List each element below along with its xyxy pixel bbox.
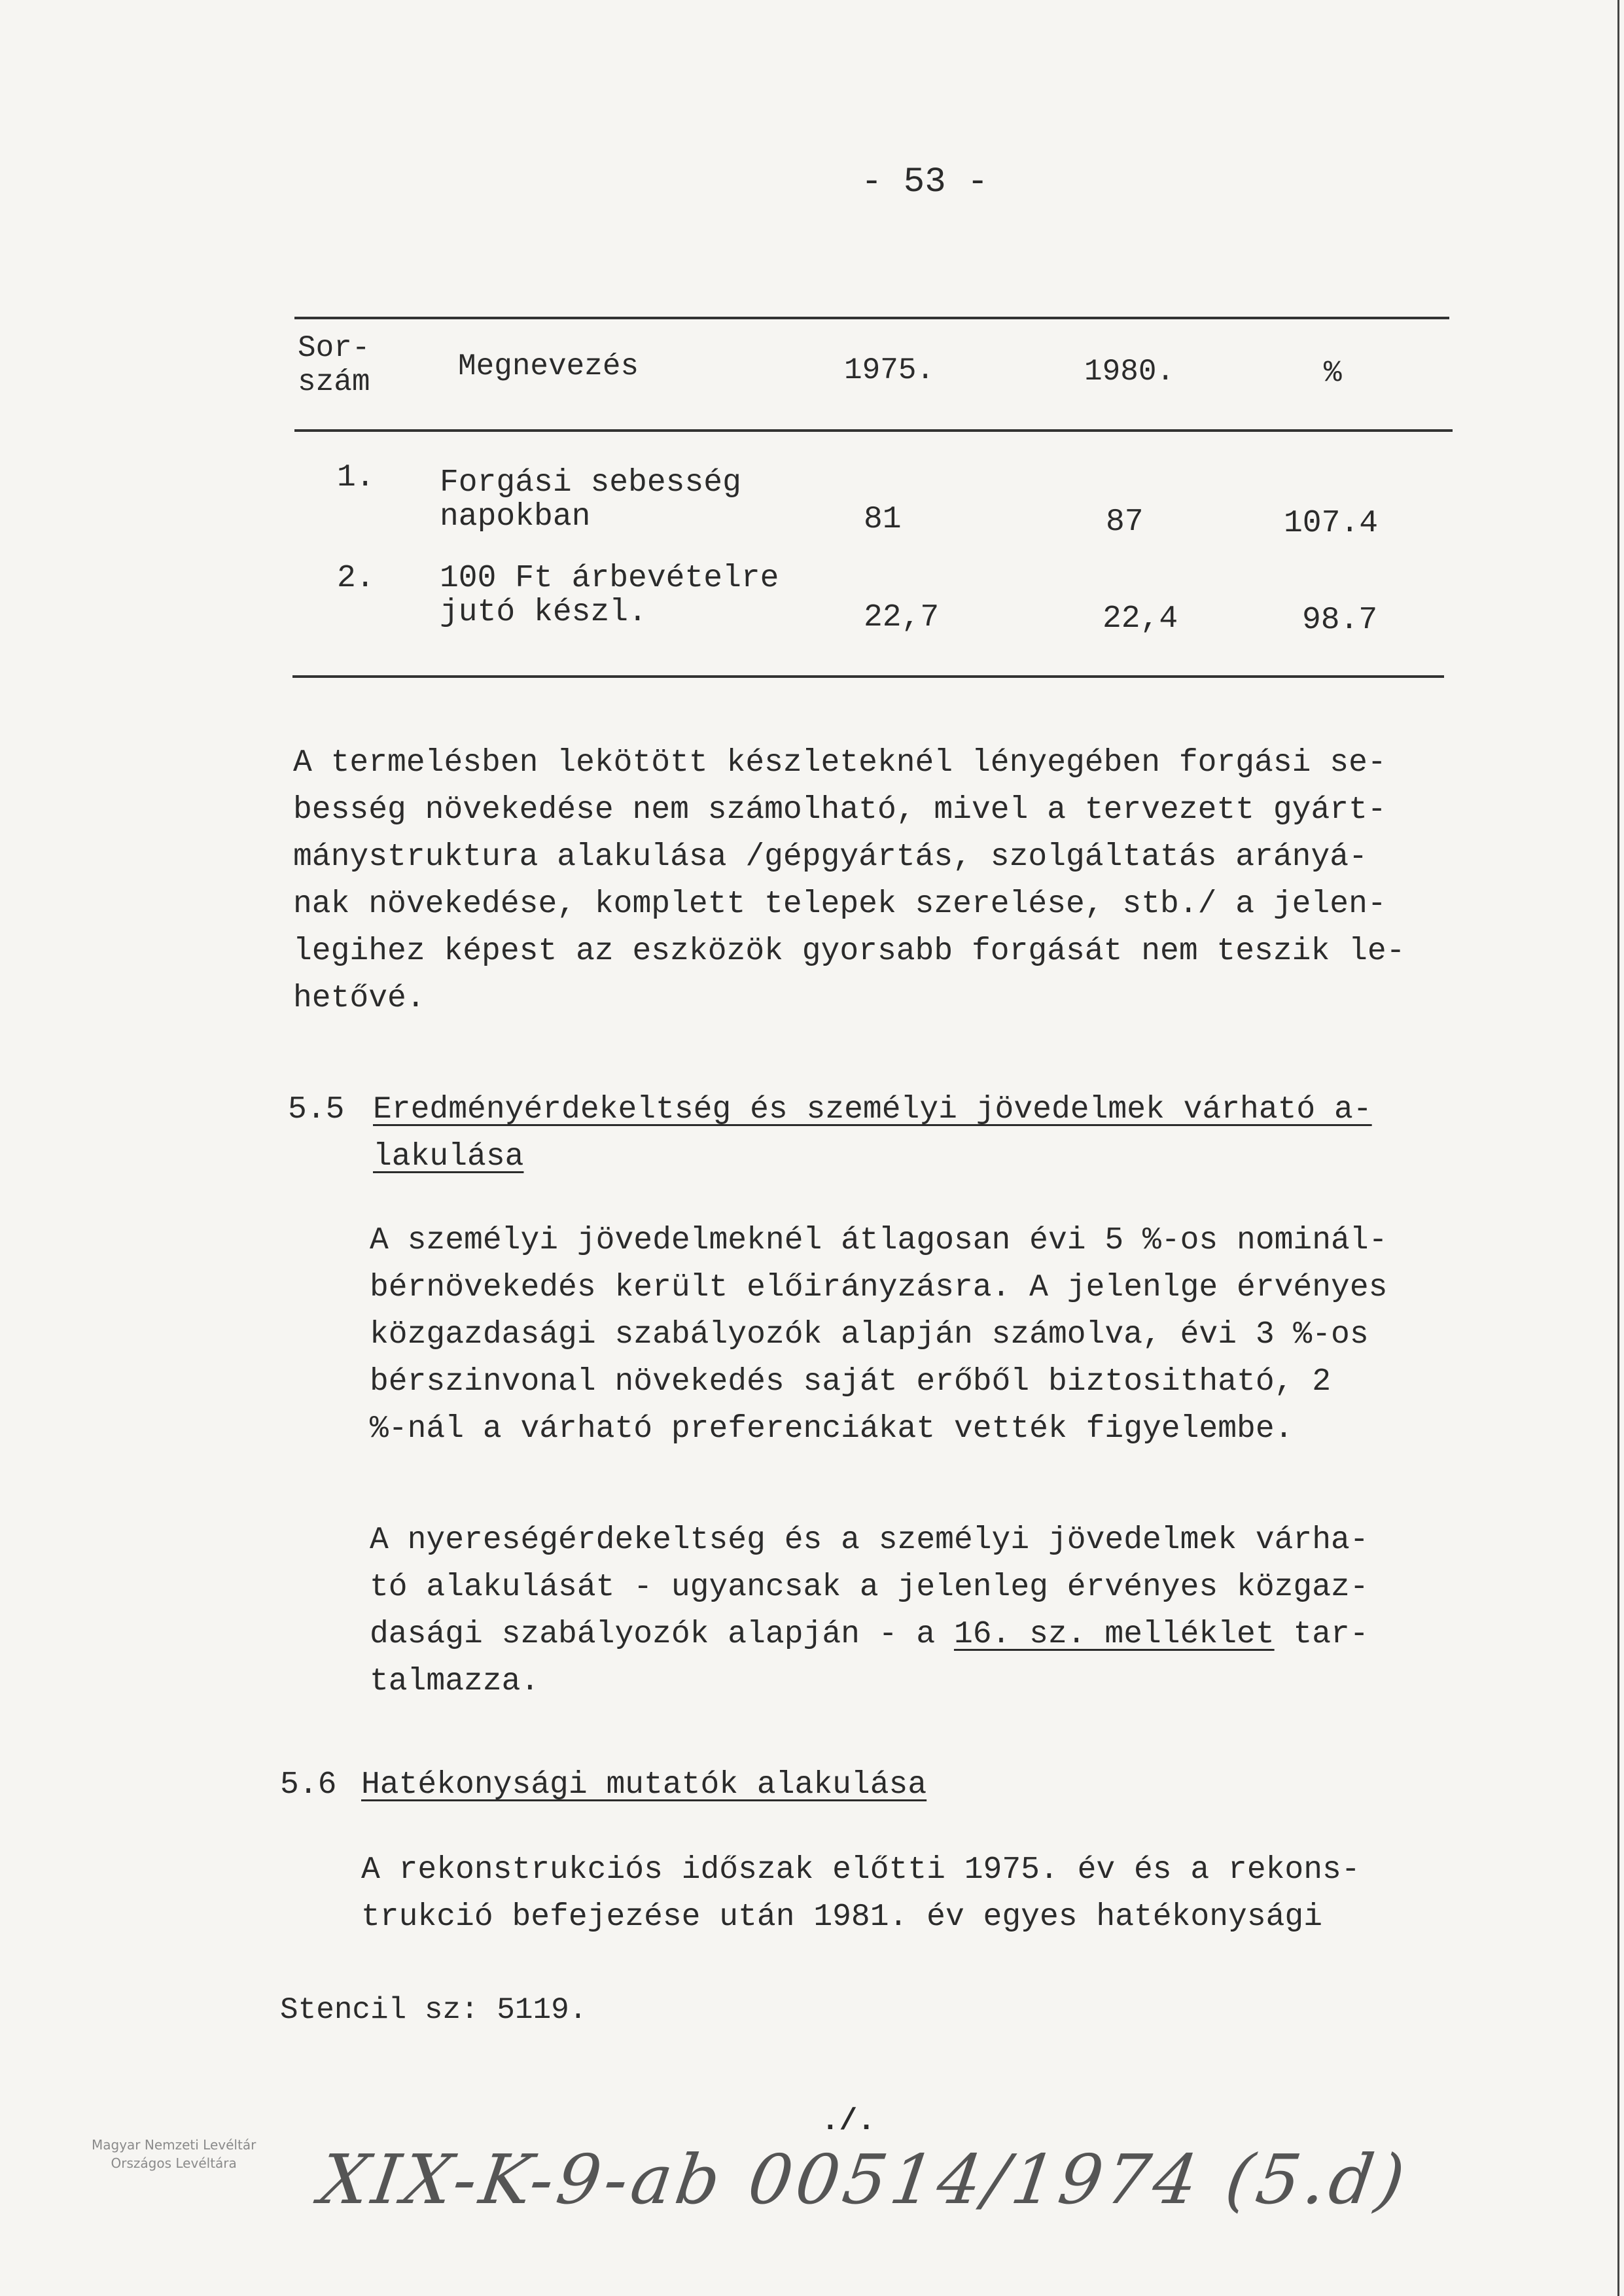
annex-reference: 16. sz. melléklet xyxy=(953,1617,1275,1652)
stencil-number: Stencil sz: 5119. xyxy=(280,1993,588,2027)
body-paragraph: A személyi jövedelmeknél átlagosan évi 5 %-os nominál- bérnövekedés került előirányzásra. A jelenlge érvényes közgazdasági szabályozók alapján számolva, évi 3 %-os bérszinvonal növekedés saját erőből biztositható, 2 %-nál a várható preferenciákat vették figyelembe. xyxy=(370,1223,1388,1447)
row-value-1980: 87 xyxy=(1106,504,1144,540)
row-value-1975: 22,7 xyxy=(864,600,940,635)
row-value-1975: 81 xyxy=(864,502,902,537)
row-percent: 98.7 xyxy=(1302,603,1378,638)
row-name: 100 Ft árbevételre jutó készl. xyxy=(440,561,779,630)
row-number: 2. xyxy=(337,561,375,596)
handwritten-archive-reference: XIX-K-9-ab 00514/1974 (5.d) xyxy=(315,2140,1413,2219)
table-header-rule xyxy=(294,429,1453,432)
section-number: 5.6 xyxy=(280,1767,337,1803)
table-bottom-rule xyxy=(292,675,1444,678)
archive-stamp: Magyar Nemzeti Levéltár Országos Levéltára xyxy=(92,2137,256,2171)
header-percent: % xyxy=(1324,356,1342,390)
page-number: - 53 - xyxy=(861,162,989,202)
row-value-1980: 22,4 xyxy=(1103,601,1178,637)
section-number: 5.5 xyxy=(288,1092,345,1127)
header-1980: 1980. xyxy=(1084,355,1175,389)
body-paragraph: A termelésben lekötött készleteknél lényegében forgási se- besség növekedése nem számolható, mivel a tervezett gyárt- mánystruktura alakulása /gépgyártás, szolgáltatás arányá- nak növekedése, komplett telepek szerelése, stb./ a jelen- legihez képest az eszközök gyorsabb forgását nem teszik le- hetővé. xyxy=(293,745,1405,1016)
section-heading: Hatékonysági mutatók alakulása xyxy=(361,1767,927,1803)
row-number: 1. xyxy=(337,460,375,495)
header-megnevezes: Megnevezés xyxy=(458,349,639,383)
row-name: Forgási sebesség napokban xyxy=(440,465,741,535)
header-sorszam: Sor- szám xyxy=(298,331,370,399)
body-paragraph: A nyereségérdekeltség és a személyi jövedelmek várha- tó alakulását - ugyancsak a jelenleg érvényes közgaz- dasági szabályozók alapján - a 16. sz. melléklet tar- talmazza. xyxy=(370,1523,1369,1699)
continuation-mark: ./. xyxy=(821,2104,875,2138)
row-percent: 107.4 xyxy=(1284,506,1379,541)
table-top-rule xyxy=(294,317,1449,319)
page-edge xyxy=(1617,0,1619,2296)
section-heading: Eredményérdekeltség és személyi jövedelmek várható a- lakulása xyxy=(373,1092,1372,1174)
header-1975: 1975. xyxy=(844,353,935,387)
body-paragraph: A rekonstrukciós időszak előtti 1975. év és a rekons- trukció befejezése után 1981. év egyes hatékonysági xyxy=(361,1852,1360,1935)
